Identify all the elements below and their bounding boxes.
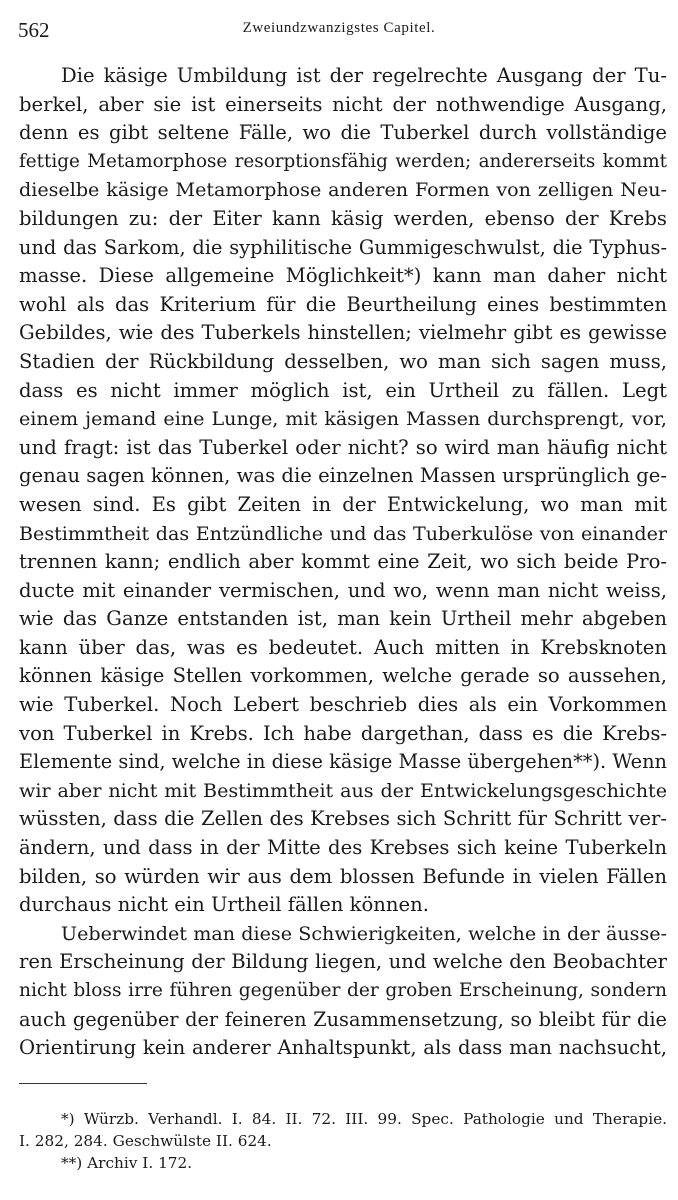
- text-line: bilden, so würden wir aus dem blossen Befunde in vielen Fällen: [19, 864, 667, 888]
- footnotes: [19, 1108, 667, 1174]
- text-line: berkel, aber sie ist einerseits nicht der nothwendige Ausgang,: [19, 92, 667, 116]
- text-line: wesen sind. Es gibt Zeiten in der Entwickelung, wo man mit: [19, 492, 667, 516]
- running-head: Zweiundzwanzigstes Capitel.: [242, 20, 436, 36]
- text-line: können käsige Stellen vorkommen, welche gerade so aussehen,: [19, 664, 667, 688]
- text-line: dieselbe käsige Metamorphose anderen Formen von zelligen Neu-: [19, 178, 667, 202]
- text-line: Stadien der Rückbildung desselben, wo man sich sagen muss,: [19, 349, 667, 373]
- text-line: Orientirung kein anderer Anhaltspunkt, als dass man nachsucht,: [19, 1036, 667, 1060]
- footnote-line: I. 282, 284. Geschwülste II. 624.: [19, 1132, 272, 1150]
- text-line: wie das Ganze entstanden ist, man kein Urtheil mehr abgeben: [19, 607, 667, 631]
- text-line: auch gegenüber der feineren Zusammensetzung, so bleibt für die: [19, 1007, 667, 1031]
- text-line: masse. Diese allgemeine Möglichkeit*) kann man daher nicht: [19, 264, 667, 288]
- text-line: wir aber nicht mit Bestimmtheit aus der Entwickelungsgeschichte: [19, 778, 667, 802]
- text-line: von Tuberkel in Krebs. Ich habe dargethan, dass es die Krebs-: [19, 721, 667, 745]
- footnote-line: *) Würzb. Verhandl. I. 84. II. 72. III. 99. Spec. Pathologie und Therapie.: [61, 1110, 667, 1128]
- text-line: wie Tuberkel. Noch Lebert beschrieb dies als ein Vorkommen: [19, 693, 667, 717]
- text-line: bildungen zu: der Eiter kann käsig werden, ebenso der Krebs: [19, 206, 667, 230]
- text-line: dass es nicht immer möglich ist, ein Urtheil zu fällen. Legt: [19, 378, 667, 402]
- footnote-line: **) Archiv I. 172.: [61, 1154, 193, 1172]
- body-text: [19, 62, 667, 1063]
- text-line: ändern, und dass in der Mitte des Krebses sich keine Tuberkeln: [19, 836, 667, 860]
- text-line: Elemente sind, welche in diese käsige Masse übergehen**). Wenn: [19, 750, 667, 774]
- text-line: und das Sarkom, die syphilitische Gummigeschwulst, die Typhus-: [19, 235, 667, 259]
- text-line: denn es gibt seltene Fälle, wo die Tuberkel durch vollständige: [19, 121, 667, 145]
- text-line: und fragt: ist das Tuberkel oder nicht? so wird man häufig nicht: [19, 435, 667, 459]
- text-line: genau sagen können, was die einzelnen Massen ursprünglich ge-: [19, 464, 667, 488]
- text-line: Gebildes, wie des Tuberkels hinstellen; vielmehr gibt es gewisse: [19, 321, 667, 345]
- text-line: durchaus nicht ein Urtheil fällen können.: [19, 893, 429, 917]
- text-line: einem jemand eine Lunge, mit käsigen Massen durchsprengt, vor,: [19, 407, 667, 431]
- text-line: Die käsige Umbildung ist der regelrechte Ausgang der Tu-: [61, 64, 667, 87]
- text-line: fettige Metamorphose resorptionsfähig werden; andererseits kommt: [19, 150, 667, 172]
- text-line: kann über das, was es bedeutet. Auch mitten in Krebsknoten: [19, 635, 667, 659]
- text-line: wüssten, dass die Zellen des Krebses sich Schritt für Schritt ver-: [19, 807, 667, 831]
- text-line: Bestimmtheit das Entzündliche und das Tuberkulöse von einander: [19, 521, 667, 545]
- text-line: ducte mit einander vermischen, und wo, wenn man nicht weiss,: [19, 578, 667, 602]
- footnote-divider: [19, 1083, 147, 1084]
- text-line: Ueberwindet man diese Schwierigkeiten, welche in der äusse-: [61, 921, 667, 945]
- text-line: nicht bloss irre führen gegenüber der groben Erscheinung, sondern: [19, 980, 667, 1001]
- text-line: ren Erscheinung der Bildung liegen, und welche den Beobachter: [19, 950, 667, 974]
- page-header: [0, 14, 678, 44]
- text-line: wohl als das Kriterium für die Beurtheilung eines bestimmten: [19, 292, 667, 316]
- page-number: 562: [18, 18, 50, 42]
- text-line: trennen kann; endlich aber kommt eine Zeit, wo sich beide Pro-: [19, 550, 667, 574]
